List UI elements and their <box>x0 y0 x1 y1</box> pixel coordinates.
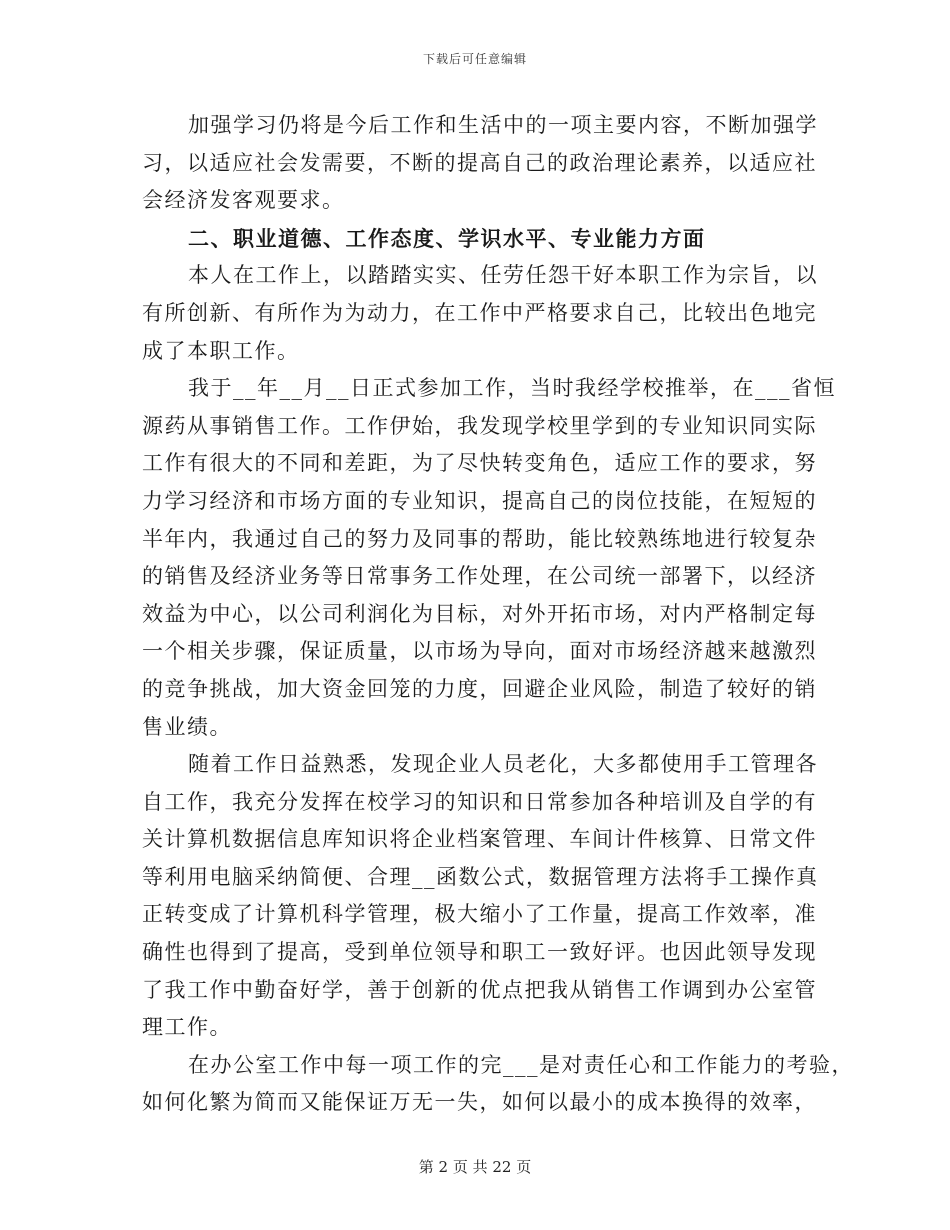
paragraph-line: 工作有很大的不同和差距，为了尽快转变角色，适应工作的要求，努 <box>142 451 817 476</box>
paragraph-line: 关计算机数据信息库知识将企业档案管理、车间计件核算、日常文件 <box>142 827 817 852</box>
paragraph-line: 售业绩。 <box>142 714 232 739</box>
paragraph-line: 力学习经济和市场方面的专业知识，提高自己的岗位技能，在短短的 <box>142 488 817 513</box>
paragraph-line: 如何化繁为简而又能保证万无一失，如何以最小的成本换得的效率， <box>142 1090 817 1115</box>
paragraph-line: 会经济发客观要求。 <box>142 188 345 213</box>
paragraph-line: 效益为中心，以公司利润化为目标，对外开拓市场，对内严格制定每 <box>142 601 817 626</box>
paragraph-line: 加强学习仍将是今后工作和生活中的一项主要内容，不断加强学 <box>188 113 818 137</box>
paragraph-line: 一个相关步骤，保证质量，以市场为导向，面对市场经济越来越激烈 <box>142 639 817 664</box>
paragraph-line: 理工作。 <box>142 1015 232 1040</box>
document-body <box>142 107 854 1122</box>
paragraph-line: 我于__年__月__日正式参加工作，当时我经学校推举，在___省恒 <box>188 376 836 401</box>
paragraph-line: 有所创新、有所作为为动力，在工作中严格要求自己，比较出色地完 <box>142 300 817 325</box>
section-heading: 二、职业道德、工作态度、学识水平、专业能力方面 <box>188 225 706 251</box>
page-header-note: 下载后可任意编辑 <box>422 52 527 66</box>
paragraph-line: 成了本职工作。 <box>142 338 300 363</box>
paragraph-line: 自工作，我充分发挥在校学习的知识和日常参加各种培训及自学的有 <box>142 789 817 814</box>
paragraph-line: 在办公室工作中每一项工作的完___是对责任心和工作能力的考验， <box>188 1052 854 1077</box>
paragraph-line: 的竞争挑战，加大资金回笼的力度，回避企业风险，制造了较好的销 <box>142 676 817 701</box>
paragraph-line: 正转变成了计算机科学管理，极大缩小了工作量，提高工作效率，准 <box>142 902 817 927</box>
paragraph-line: 习，以适应社会发需要，不断的提高自己的政治理论素养，以适应社 <box>142 150 817 175</box>
paragraph-line: 半年内，我通过自己的努力及同事的帮助，能比较熟练地进行较复杂 <box>142 526 817 551</box>
paragraph-line: 源药从事销售工作。工作伊始，我发现学校里学到的专业知识同实际 <box>142 413 817 438</box>
paragraph-line: 了我工作中勤奋好学，善于创新的优点把我从销售工作调到办公室管 <box>142 977 817 1002</box>
paragraph-line: 随着工作日益熟悉，发现企业人员老化，大多都使用手工管理各 <box>188 752 818 777</box>
paragraph-line: 确性也得到了提高，受到单位领导和职工一致好评。也因此领导发现 <box>142 940 817 965</box>
paragraph-line: 本人在工作上，以踏踏实实、任劳任怨干好本职工作为宗旨，以 <box>188 263 818 288</box>
page-number: 第 2 页 共 22 页 <box>418 1158 532 1176</box>
paragraph-line: 等利用电脑采纳简便、合理__函数公式，数据管理方法将手工操作真 <box>142 864 819 889</box>
paragraph-line: 的销售及经济业务等日常事务工作处理，在公司统一部署下，以经济 <box>142 564 817 589</box>
